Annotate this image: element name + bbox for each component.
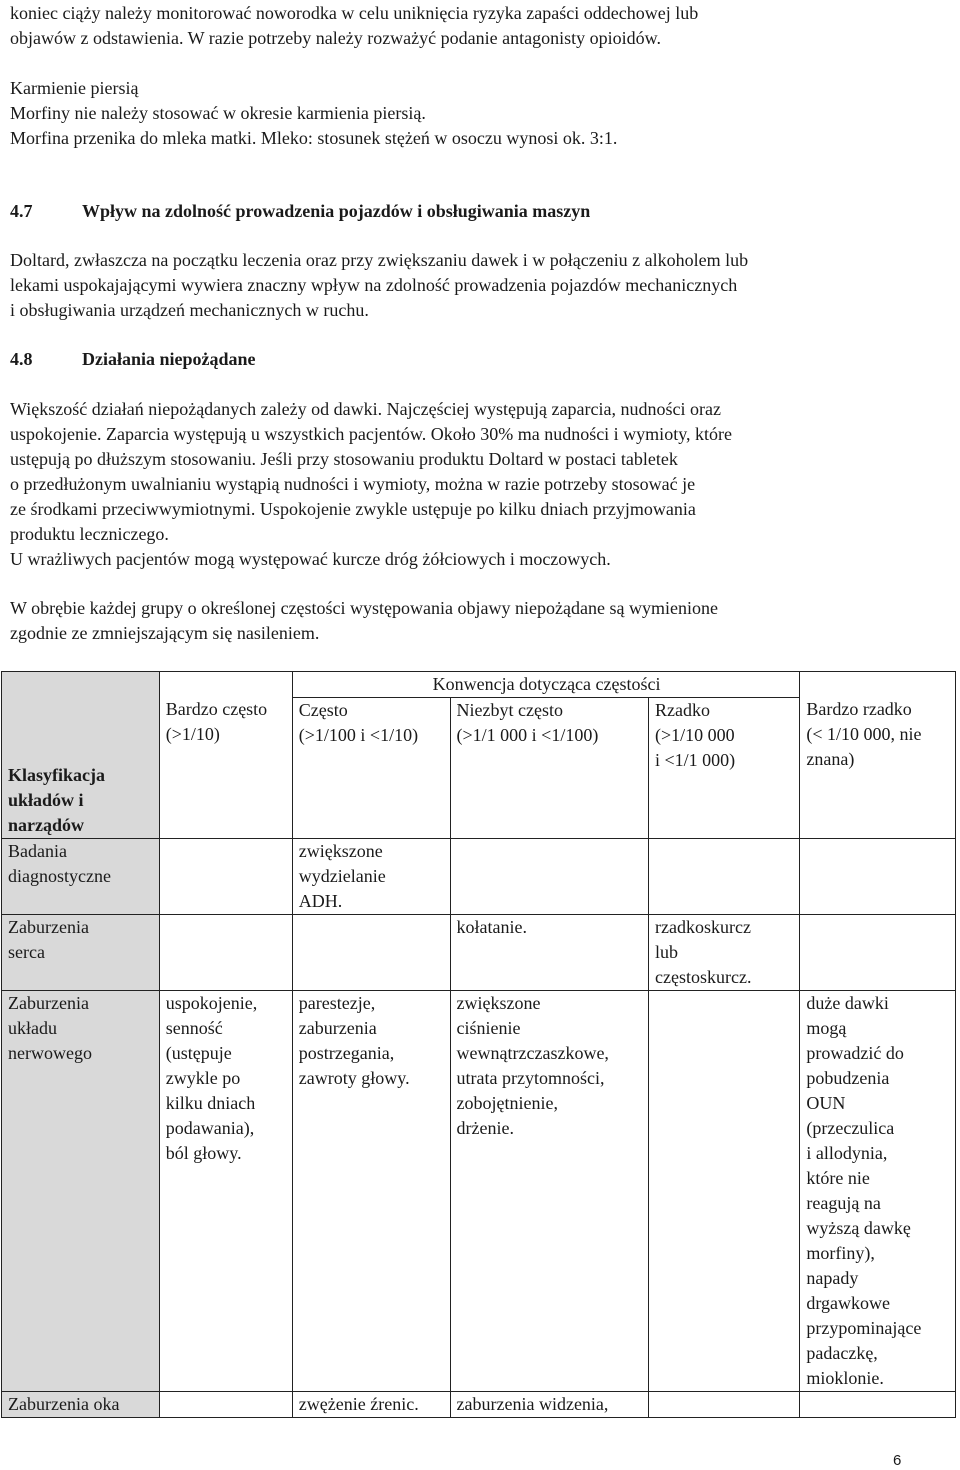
body-line: uspokojenie. Zaparcia występują u wszystkich pacjentów. Około 30% ma nudności i wymioty, które xyxy=(10,424,733,444)
effect-cell xyxy=(649,1392,800,1418)
freq-header-line: znana) xyxy=(806,749,855,769)
effect-line: zwykle po xyxy=(165,1068,241,1088)
effect-line: utrata przytomności, xyxy=(456,1068,605,1088)
body-line: zgodnie ze zmniejszającym się nasileniem. xyxy=(10,623,320,643)
effect-line: uspokojenie, xyxy=(165,993,258,1013)
body-line: produktu leczniczego. xyxy=(10,524,169,544)
effect-cell xyxy=(800,1392,956,1418)
effect-line: napady xyxy=(806,1268,859,1288)
effect-cell xyxy=(450,1392,649,1418)
freq-header-uncommon xyxy=(450,698,649,839)
section-4-7-heading xyxy=(10,199,590,224)
effect-cell xyxy=(450,839,649,915)
effect-cell xyxy=(800,991,956,1392)
soc-line: układu xyxy=(8,1018,57,1038)
effect-cell xyxy=(649,991,800,1392)
section-4-7-body xyxy=(10,248,955,323)
effect-line: drżenie. xyxy=(456,1118,514,1138)
freq-header-line: (< 1/10 000, nie xyxy=(806,724,922,744)
effect-line: zwiększone xyxy=(298,841,383,861)
effect-line: kilku dniach xyxy=(165,1093,256,1113)
effect-line: wydzielanie xyxy=(298,866,386,886)
effect-cell xyxy=(159,991,292,1392)
effect-cell xyxy=(292,839,450,915)
effect-line: padaczkę, xyxy=(806,1343,878,1363)
freq-header-line: i <1/1 000) xyxy=(655,750,736,770)
effect-line: (ustępuje xyxy=(165,1043,232,1063)
effect-line: mogą xyxy=(806,1018,847,1038)
effect-line: ciśnienie xyxy=(456,1018,521,1038)
effect-line: prowadzić do xyxy=(806,1043,904,1063)
effect-line: zwężenie źrenic. xyxy=(298,1394,419,1414)
body-line: ustępują po dłuższym stosowaniu. Jeśli przy stosowaniu produktu Doltard w postaci tabletek xyxy=(10,449,678,469)
freq-header-line: Często xyxy=(298,700,348,720)
soc-cell xyxy=(2,915,160,991)
effect-line: zaburzenia xyxy=(298,1018,377,1038)
soc-header-line: Klasyfikacja xyxy=(8,765,105,785)
section-number: 4.7 xyxy=(10,201,33,221)
breastfeeding-section xyxy=(10,76,955,151)
table-header-row xyxy=(2,672,956,698)
soc-line: Zaburzenia xyxy=(8,993,89,1013)
soc-cell xyxy=(2,1392,160,1418)
convention-header: Konwencja dotycząca częstości xyxy=(292,672,800,698)
effect-cell xyxy=(800,839,956,915)
intro-paragraph xyxy=(10,1,955,51)
effect-line: postrzegania, xyxy=(298,1043,395,1063)
soc-line: Badania xyxy=(8,841,67,861)
frequency-note xyxy=(10,596,955,646)
effect-line: i allodynia, xyxy=(806,1143,888,1163)
body-line: i obsługiwania urządzeń mechanicznych w ruchu. xyxy=(10,300,369,320)
effect-line: częstoskurcz. xyxy=(655,967,752,987)
freq-header-very-common xyxy=(159,672,292,839)
table-row xyxy=(2,1392,956,1418)
effect-cell xyxy=(159,1392,292,1418)
body-line: o przedłużonym uwalnianiu wystąpią nudności i wymioty, można w razie potrzeby stosować je xyxy=(10,474,696,494)
effect-cell xyxy=(649,915,800,991)
breastfeeding-line: Morfiny nie należy stosować w okresie karmienia piersią. xyxy=(10,103,426,123)
freq-header-line: Bardzo często xyxy=(165,699,268,719)
effect-line: parestezje, xyxy=(298,993,376,1013)
effect-line: wyższą dawkę xyxy=(806,1218,911,1238)
section-4-8-heading xyxy=(10,347,256,372)
effect-cell xyxy=(450,915,649,991)
soc-line: serca xyxy=(8,942,45,962)
effect-line: lub xyxy=(655,942,679,962)
effect-line: morfiny), xyxy=(806,1243,875,1263)
soc-header-line: układów i xyxy=(8,790,84,810)
effect-line: podawania), xyxy=(165,1118,255,1138)
intro-line: objawów z odstawienia. W razie potrzeby należy rozważyć podanie antagonisty opioidów. xyxy=(10,28,661,48)
intro-line: koniec ciąży należy monitorować noworodka w celu uniknięcia ryzyka zapaści oddechowej lub xyxy=(10,3,699,23)
freq-header-line: (>1/10) xyxy=(165,724,220,744)
section-number: 4.8 xyxy=(10,349,33,369)
table-row xyxy=(2,991,956,1392)
body-line: W obrębie każdej grupy o określonej częstości występowania objawy niepożądane są wymienione xyxy=(10,598,718,618)
effect-line: które nie xyxy=(806,1168,870,1188)
effect-line: wewnątrzczaszkowe, xyxy=(456,1043,609,1063)
body-line: Doltard, zwłaszcza na początku leczenia oraz przy zwiększaniu dawek i w połączeniu z alkoholem lub xyxy=(10,250,749,270)
soc-cell xyxy=(2,839,160,915)
section-title: Działania niepożądane xyxy=(82,349,256,369)
soc-line: Zaburzenia oka xyxy=(8,1394,120,1414)
soc-header-cell xyxy=(2,672,160,839)
soc-cell xyxy=(2,991,160,1392)
freq-header-line: Bardzo rzadko xyxy=(806,699,912,719)
body-line: lekami uspokajającymi wywiera znaczny wpływ na zdolność prowadzenia pojazdów mechanicznych xyxy=(10,275,738,295)
page-number: 6 xyxy=(893,1452,902,1469)
freq-header-line: Niezbyt często xyxy=(456,700,563,720)
effect-line: mioklonie. xyxy=(806,1368,884,1388)
table-row xyxy=(2,915,956,991)
effect-line: ból głowy. xyxy=(165,1143,242,1163)
effect-line: zwiększone xyxy=(456,993,541,1013)
effect-line: zobojętnienie, xyxy=(456,1093,558,1113)
effect-line: reagują na xyxy=(806,1193,881,1213)
freq-header-line: Rzadko xyxy=(655,700,711,720)
freq-header-line: (>1/10 000 xyxy=(655,725,735,745)
soc-header-line: narządów xyxy=(8,815,84,835)
soc-line: diagnostyczne xyxy=(8,866,111,886)
effect-cell xyxy=(450,991,649,1392)
section-title: Wpływ na zdolność prowadzenia pojazdów i obsługiwania maszyn xyxy=(82,201,591,221)
freq-header-common xyxy=(292,698,450,839)
body-line: U wrażliwych pacjentów mogą występować kurcze dróg żółciowych i moczowych. xyxy=(10,549,611,569)
effect-line: duże dawki xyxy=(806,993,889,1013)
soc-line: Zaburzenia xyxy=(8,917,89,937)
effect-line: zaburzenia widzenia, xyxy=(456,1394,609,1414)
freq-header-line: (>1/100 i <1/10) xyxy=(298,725,419,745)
breastfeeding-line: Morfina przenika do mleka matki. Mleko: stosunek stężeń w osoczu wynosi ok. 3:1. xyxy=(10,128,618,148)
effect-line: kołatanie. xyxy=(456,917,527,937)
body-line: Większość działań niepożądanych zależy od dawki. Najczęściej występują zaparcia, nudności oraz xyxy=(10,399,721,419)
effect-line: OUN xyxy=(806,1093,846,1113)
freq-header-line: (>1/1 000 i <1/100) xyxy=(456,725,599,745)
effect-cell xyxy=(649,839,800,915)
effect-line: ADH. xyxy=(298,891,343,911)
effect-line: zawroty głowy. xyxy=(298,1068,410,1088)
body-line: ze środkami przeciwwymiotnymi. Uspokojenie zwykle ustępuje po kilku dniach przyjmowania xyxy=(10,499,696,519)
effect-cell xyxy=(159,915,292,991)
freq-header-very-rare xyxy=(800,672,956,839)
effect-line: przypominające xyxy=(806,1318,922,1338)
effect-cell xyxy=(800,915,956,991)
effect-cell xyxy=(292,1392,450,1418)
effect-line: rzadkoskurcz xyxy=(655,917,751,937)
effect-line: pobudzenia xyxy=(806,1068,890,1088)
section-4-8-body xyxy=(10,397,955,572)
effect-line: (przeczulica xyxy=(806,1118,895,1138)
effect-line: drgawkowe xyxy=(806,1293,891,1313)
freq-header-rare xyxy=(649,698,800,839)
table-row xyxy=(2,839,956,915)
effect-line: senność xyxy=(165,1018,223,1038)
soc-line: nerwowego xyxy=(8,1043,92,1063)
effect-cell xyxy=(292,915,450,991)
breastfeeding-title: Karmienie piersią xyxy=(10,78,139,98)
adverse-effects-table xyxy=(1,671,956,1418)
effect-cell xyxy=(159,839,292,915)
effect-cell xyxy=(292,991,450,1392)
